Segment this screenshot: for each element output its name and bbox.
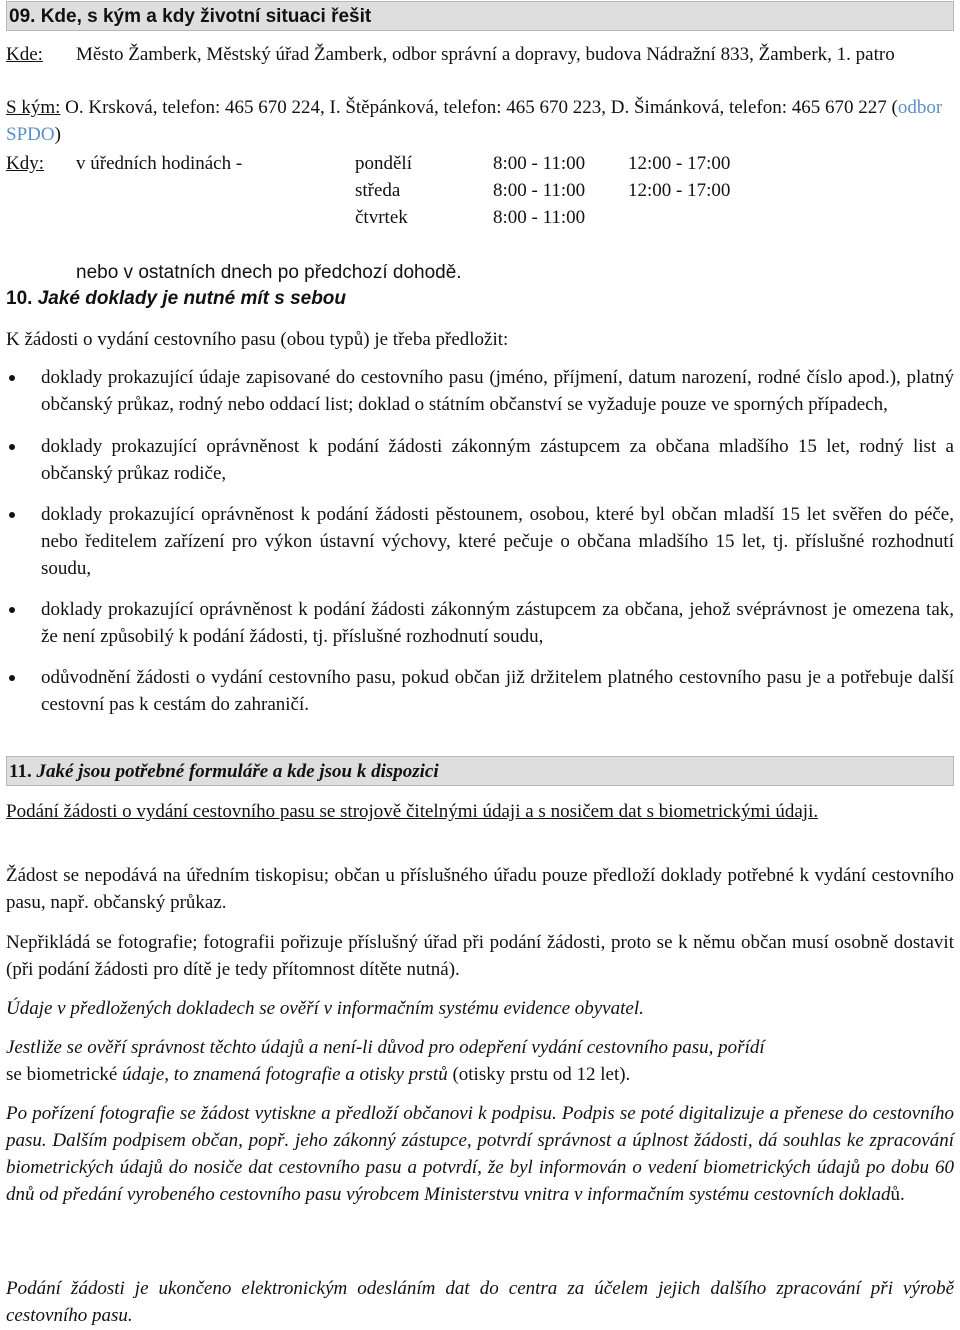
biometrics-text-c: údaje, to znamená fotografie a otisky prstů [122,1064,448,1085]
paragraph-biometrics [6,1034,954,1088]
biometrics-text-b: se biometrické [6,1064,123,1085]
list-item: doklady prokazující oprávněnost k podání žádosti zákonným zástupcem za občana mladšího 15 let, rodný list a občanský průkaz rodiče, [6,433,954,487]
hours-day: pondělí [355,153,412,174]
section-10-heading [6,286,346,312]
list-item: doklady prokazující oprávněnost k podání žádosti zákonným zástupcem za občana, jehož svéprávnost je omezena tak, že není způsobilý k podání žádosti, tj. příslušné rozhodnutí soudu, [6,596,954,650]
location-block [6,42,954,68]
hours-afternoon: 12:00 - 17:00 [628,180,731,201]
list-item: doklady prokazující oprávněnost k podání žádosti pěstounem, osobou, které byl občan mladší 15 let svěřen do péče, nebo ředitelem zařízení pro výkon ústavní výchovy, které pečuje o občana mladšího 15 let, tj. příslušné rozhodnutí soudu, [6,501,954,582]
contacts-block [6,94,954,148]
hours-morning: 8:00 - 11:00 [493,153,586,174]
location-label: Kde: [6,44,43,65]
form-application-title: Podání žádosti o vydání cestovního pasu se strojově čitelnými údaji a s nosičem dat s biometrickými údaji. [6,801,819,822]
paragraph-photo: Nepřikládá se fotografie; fotografii pořizuje příslušný úřad při podání žádosti, proto se k němu občan musí osobně dostavit (při podání žádosti pro dítě je tedy přítomnost dítěte nutná). [6,932,954,980]
list-item: doklady prokazující údaje zapisované do cestovního pasu (jméno, příjmení, datum narození, rodné číslo apod.), platný občanský průkaz, rodný nebo oddací list; doklad o státním občanství se vyžaduje pouze ve sporných případech, [6,364,954,418]
section-09-heading: 09. Kde, s kým a kdy životní situaci řešit [6,1,954,31]
paragraph-verification: Údaje v předložených dokladech se ověří v informačním systému evidence obyvatel. [6,998,644,1019]
contacts-label: S kým: [6,97,61,118]
section-10-title: Jaké doklady je nutné mít s sebou [32,288,347,309]
contacts-text-end: ) [54,124,61,145]
section-10-number: 10. [6,288,33,309]
paragraph-signature [6,1100,954,1208]
hours-afternoon: 12:00 - 17:00 [628,153,731,174]
other-days-note: nebo v ostatních dnech po předchozí dohodě. [76,262,462,283]
hours-intro: v úředních hodinách - [76,153,243,174]
list-item: odůvodnění žádosti o vydání cestovního pasu, pokud občan již držitelem platného cestovního pasu je a potřebuje další cestovní pas k cestám do zahraničí. [6,664,954,718]
signature-text: Po pořízení fotografie se žádost vytiskne a předloží občanovi k podpisu. Podpis se poté digitalizuje a přenese do cestovního pasu. Dalším podpisem občan, popř. jeho zákonný zástupce, potvrdí správnost a úplnost žádosti, dá souhlas ke zpracování biometrických údajů do nosiče dat cestovního pasu a potvrdí, že byl informován o vedení biometrických údajů po dobu 60 dnů od předání vyrobeného cestovního pasu výrobcem Ministerstvu vnitra v informačním systému cestovních doklad [6,1103,954,1205]
section-11-heading [6,756,954,786]
hours-day: čtvrtek [355,207,408,228]
documents-intro: K žádosti o vydání cestovního pasu (obou typů) je třeba předložit: [6,329,509,350]
location-text: Město Žamberk, Městský úřad Žamberk, odbor správní a dopravy, budova Nádražní 833, Žamberk, 1. patro [76,44,895,65]
hours-row [6,150,954,177]
paragraph-no-official-form: Žádost se nepodává na úředním tiskopisu; občan u příslušného úřadu pouze předloží doklady potřebné k vydání cestovního pasu, např. občanský průkaz. [6,865,954,913]
hours-morning: 8:00 - 11:00 [493,180,586,201]
section-11-number: 11. [9,761,32,782]
office-hours [6,150,954,240]
signature-text-end: ů. [890,1184,905,1205]
hours-day: středa [355,180,401,201]
hours-row [6,177,954,204]
biometrics-text-d: (otisky prstu od 12 let). [447,1064,631,1085]
biometrics-text-a: Jestliže se ověří správnost těchto údajů a není-li důvod pro odepření vydání cestovního pasu, pořídí [6,1037,765,1058]
department-link[interactable]: odbor SPDO [6,97,943,145]
section-11-title: Jaké jsou potřebné formuláře a kde jsou k dispozici [31,761,439,782]
paragraph-submission: Podání žádosti je ukončeno elektronickým odesláním dat do centra za účelem jejich dalšího zpracování při výrobě cestovního pasu. [6,1278,954,1326]
hours-label: Kdy: [6,153,44,174]
hours-morning: 8:00 - 11:00 [493,207,586,228]
documents-list [6,364,954,718]
contacts-text: O. Krsková, telefon: 465 670 224, I. Štěpánková, telefon: 465 670 223, D. Šimánková, telefon: 465 670 227 ( [60,97,898,118]
hours-row [6,204,954,231]
